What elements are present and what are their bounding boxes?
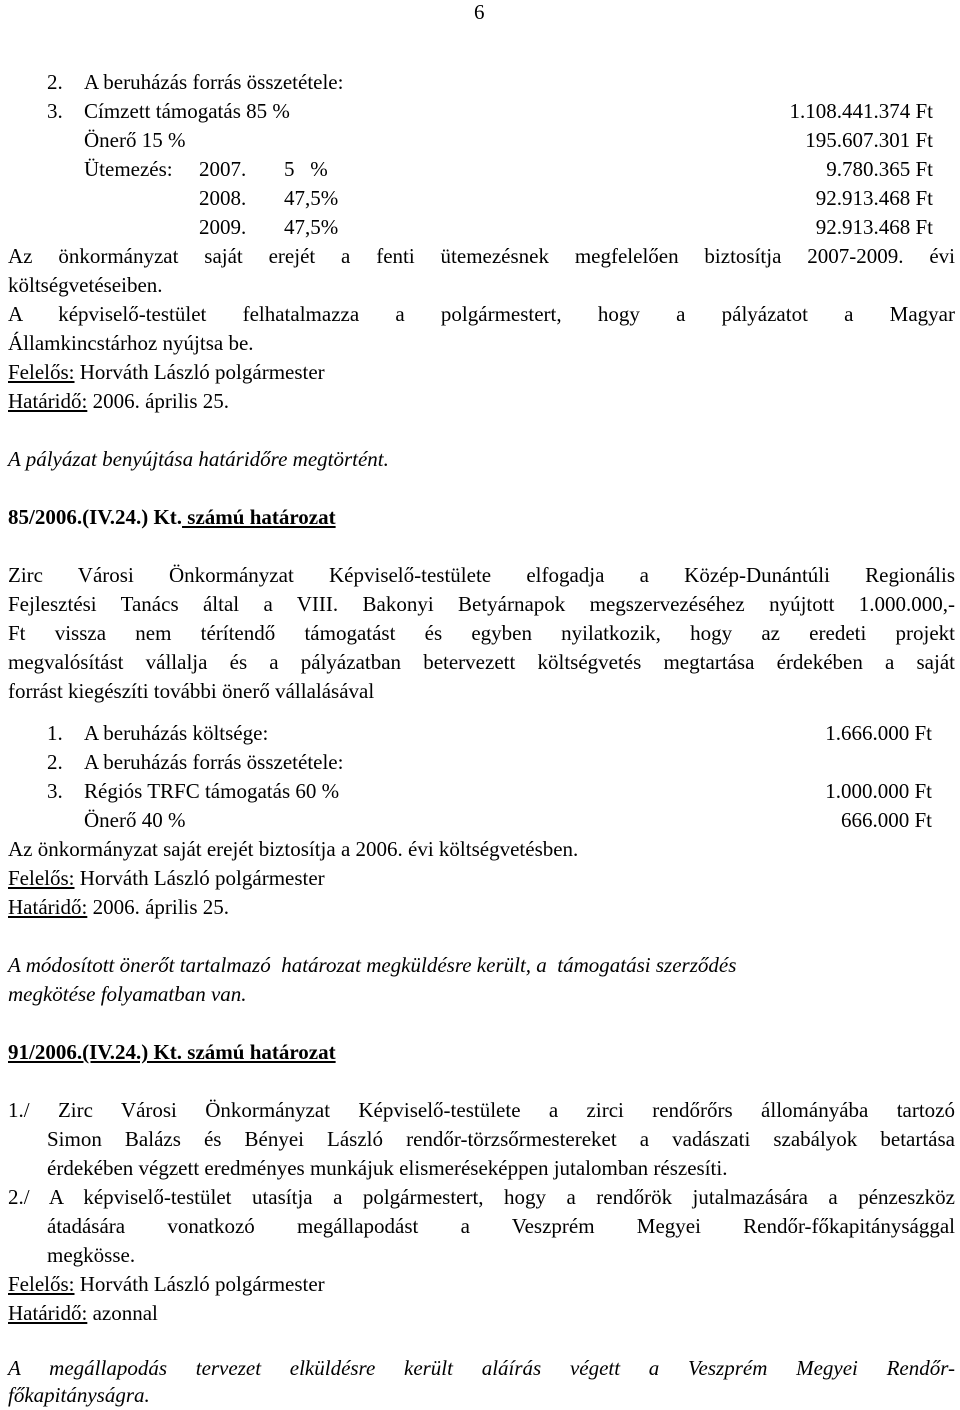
list-item-label: Régiós TRFC támogatás 60 % [84, 779, 340, 803]
status-note: A pályázat benyújtása határidőre megtörtént. [8, 447, 389, 471]
resolution-heading: 91/2006.(IV.24.) Kt. számú határozat [8, 1040, 336, 1064]
paragraph-line: 2./ A képviselő-testület utasítja a polgármestert, hogy a rendőrök jutalmazására a pénzeszköz [8, 1185, 955, 1209]
amount-value: 92.913.468 Ft [815, 215, 933, 239]
responsible-label: Felelős: [8, 866, 75, 890]
paragraph-line: Fejlesztési Tanács által a VIII. Bakonyi Betyárnapok megszervezéséhez nyújtott 1.000.000,- [8, 592, 955, 616]
deadline-label: Határidő: [8, 895, 88, 919]
amount-value: 1.000.000 Ft [825, 779, 932, 803]
deadline-value: 2006. április 25. [87, 895, 230, 919]
deadline-line [8, 893, 229, 922]
paragraph-line: megkösse. [47, 1243, 136, 1267]
deadline-label: Határidő: [8, 1301, 88, 1325]
list-item-label: A beruházás forrás összetétele: [84, 70, 344, 94]
paragraph-line: érdekében végzett eredményes munkájuk elismeréseképpen jutalomban részesíti. [47, 1156, 728, 1180]
paragraph-line: Az önkormányzat saját erejét biztosítja a 2006. évi költségvetésben. [8, 837, 579, 861]
paragraph-line: költségvetéseiben. [8, 273, 163, 297]
paragraph-line: Ft vissza nem térítendő támogatást és egyben nyilatkozik, hogy az eredeti projekt [8, 621, 955, 645]
paragraph-line: Simon Balázs és Bényei László rendőr-törzsőrmestereket a vadászati szabályok betartása [47, 1127, 955, 1151]
responsible-line [8, 358, 325, 387]
schedule-year: 2007. [199, 157, 247, 181]
responsible-value: Horváth László polgármester [74, 1272, 325, 1296]
schedule-year: 2008. [199, 186, 247, 210]
list-item-label: A beruházás forrás összetétele: [84, 750, 344, 774]
resolution-heading [8, 503, 336, 532]
deadline-value: 2006. április 25. [87, 389, 230, 413]
schedule-percent: 47,5% [284, 186, 339, 210]
amount-value: 92.913.468 Ft [815, 186, 933, 210]
amount-value: 195.607.301 Ft [805, 128, 933, 152]
status-note: A megállapodás tervezet elküldésre került aláírás végett a Veszprém Megyei Rendőr- [8, 1356, 955, 1380]
schedule-year: 2009. [199, 215, 247, 239]
responsible-line [8, 864, 325, 893]
resolution-title: számú határozat [182, 505, 336, 529]
list-item-number: 3. [47, 99, 63, 123]
paragraph-line: forrást kiegészíti további önerő vállalásával [8, 679, 375, 703]
list-item-label: A beruházás költsége: [84, 721, 269, 745]
status-note: A módosított önerőt tartalmazó határozat megküldésre került, a támogatási szerződés [8, 953, 737, 977]
amount-value: 9.780.365 Ft [826, 157, 933, 181]
amount-value: 666.000 Ft [840, 808, 932, 832]
paragraph-line: A képviselő-testület felhatalmazza a polgármestert, hogy a pályázatot a Magyar [8, 302, 955, 326]
paragraph-line: átadására vonatkozó megállapodást a Veszprém Megyei Rendőr-főkapitánysággal [47, 1214, 955, 1238]
amount-value: 1.666.000 Ft [825, 721, 932, 745]
paragraph-line: Államkincstárhoz nyújtsa be. [8, 331, 254, 355]
status-note: főkapitányságra. [8, 1383, 150, 1407]
responsible-value: Horváth László polgármester [74, 360, 325, 384]
list-item-number: 2. [47, 750, 63, 774]
amount-value: 1.108.441.374 Ft [789, 99, 933, 123]
resolution-number: 85/2006.(IV.24.) Kt. [8, 505, 183, 529]
list-item-label: Önerő 40 % [84, 808, 186, 832]
responsible-label: Felelős: [8, 360, 75, 384]
responsible-value: Horváth László polgármester [74, 866, 325, 890]
page-number: 6 [474, 0, 485, 24]
paragraph-line: megvalósítást vállalja és a pályázatban betervezett költségvetés megtartása érdekében a saját [8, 650, 955, 674]
schedule-label: Ütemezés: [84, 157, 173, 181]
deadline-value: azonnal [87, 1301, 158, 1325]
responsible-label: Felelős: [8, 1272, 75, 1296]
deadline-line [8, 1299, 158, 1328]
list-item-number: 1. [47, 721, 63, 745]
paragraph-line: Az önkormányzat saját erejét a fenti ütemezésnek megfelelően biztosítja 2007-2009. évi [8, 244, 955, 268]
schedule-percent: 5 % [284, 157, 328, 181]
list-item-number: 3. [47, 779, 63, 803]
paragraph-line: 1./ Zirc Városi Önkormányzat Képviselő-testülete a zirci rendőrőrs állományába tartozó [8, 1098, 955, 1122]
responsible-line [8, 1270, 325, 1299]
list-item-label: Címzett támogatás 85 % [84, 99, 290, 123]
deadline-line [8, 387, 229, 416]
list-item-number: 2. [47, 70, 63, 94]
paragraph-line: Zirc Városi Önkormányzat Képviselő-testülete elfogadja a Közép-Dunántúli Regionális [8, 563, 955, 587]
schedule-percent: 47,5% [284, 215, 339, 239]
deadline-label: Határidő: [8, 389, 88, 413]
status-note: megkötése folyamatban van. [8, 982, 247, 1006]
list-item-label: Önerő 15 % [84, 128, 186, 152]
